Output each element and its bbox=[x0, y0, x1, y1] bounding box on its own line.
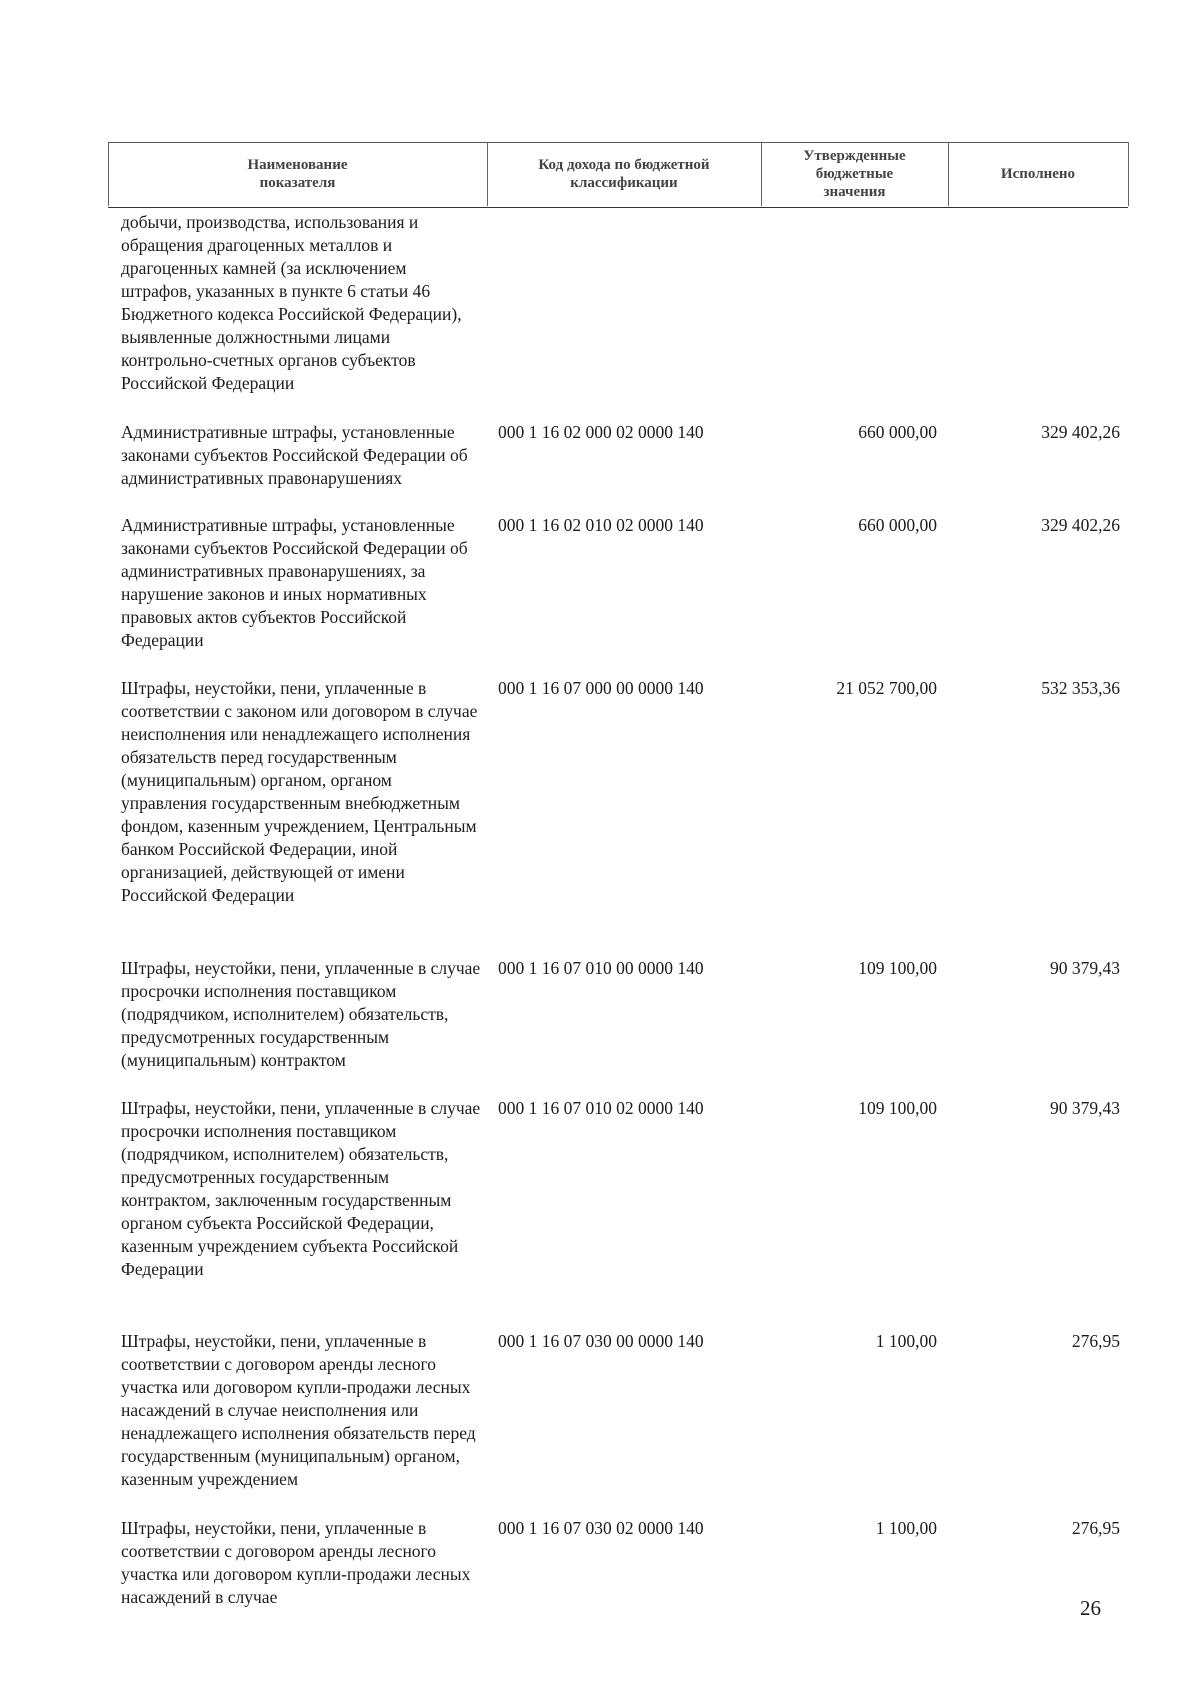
row-name: Административные штрафы, установленные законами субъектов Российской Федерации об административных правонарушениях bbox=[121, 422, 468, 488]
row-name: Штрафы, неустойки, пени, уплаченные в соответствии с законом или договором в случае неисполнения или ненадлежащего исполнения обязательств перед государственным (муниципальным) органом, органом управления государственным внебюджетным фондом, казенным учреждением, Центральным банком Российской Федерации, иной организацией, действующей от имени Российской Федерации bbox=[121, 678, 478, 905]
row-executed: 532 353,36 bbox=[1041, 678, 1120, 698]
row-name: Штрафы, неустойки, пени, уплаченные в случае просрочки исполнения поставщиком (подрядчиком, исполнителем) обязательств, предусмотренных государственным контрактом, заключенным государственным органом субъекта Российской Федерации, казенным учреждением субъекта Российской Федерации bbox=[121, 1098, 481, 1279]
row-approved: 21 052 700,00 bbox=[836, 678, 937, 698]
row-approved: 1 100,00 bbox=[875, 1331, 937, 1351]
row-approved: 109 100,00 bbox=[858, 1098, 937, 1118]
row-name: Штрафы, неустойки, пени, уплаченные в соответствии с договором аренды лесного участка или договором купли-продажи лесных насаждений в случае неисполнения или ненадлежащего исполнения обязательств перед государственным (муниципальным) органом, казенным учреждением bbox=[121, 1331, 476, 1489]
row-executed: 329 402,26 bbox=[1041, 515, 1120, 535]
row-code: 000 1 16 02 010 02 0000 140 bbox=[498, 515, 704, 535]
row-executed: 329 402,26 bbox=[1041, 422, 1120, 442]
row-code: 000 1 16 07 010 02 0000 140 bbox=[498, 1098, 704, 1118]
row-code: 000 1 16 07 000 00 0000 140 bbox=[498, 678, 704, 698]
row-approved: 660 000,00 bbox=[858, 422, 937, 442]
header-name: Наименование показателя bbox=[247, 157, 348, 191]
row-executed: 276,95 bbox=[1071, 1331, 1120, 1351]
row-name: Административные штрафы, установленные законами субъектов Российской Федерации об административных правонарушениях, за нарушение законов и иных нормативных правовых актов субъектов Российской Федерации bbox=[121, 515, 468, 650]
header-code: Код дохода по бюджетной классификации bbox=[538, 157, 710, 191]
row-name: добычи, производства, использования и обращения драгоценных металлов и драгоценных камней (за исключением штрафов, указанных в пункте 6 статьи 46 Бюджетного кодекса Российской Федерации), выявленные должностными лицами контрольно-счетных органов субъектов Российской Федерации bbox=[121, 212, 462, 393]
row-approved: 1 100,00 bbox=[875, 1518, 937, 1538]
row-executed: 276,95 bbox=[1071, 1518, 1120, 1538]
row-executed: 90 379,43 bbox=[1050, 1098, 1120, 1118]
header-divider bbox=[1128, 142, 1129, 206]
row-code: 000 1 16 07 010 00 0000 140 bbox=[498, 958, 704, 978]
row-approved: 109 100,00 bbox=[858, 958, 937, 978]
row-approved: 660 000,00 bbox=[858, 515, 937, 535]
header-approved: Утвержденные бюджетные значения bbox=[803, 148, 906, 200]
row-name: Штрафы, неустойки, пени, уплаченные в случае просрочки исполнения поставщиком (подрядчиком, исполнителем) обязательств, предусмотренных государственным (муниципальным) контрактом bbox=[121, 958, 481, 1070]
header-executed: Исполнено bbox=[1000, 166, 1076, 182]
row-code: 000 1 16 02 000 02 0000 140 bbox=[498, 422, 704, 442]
row-name: Штрафы, неустойки, пени, уплаченные в соответствии с договором аренды лесного участка или договором купли-продажи лесных насаждений в случае bbox=[121, 1518, 471, 1607]
page-number: 26 bbox=[1080, 1596, 1101, 1620]
row-executed: 90 379,43 bbox=[1050, 958, 1120, 978]
row-code: 000 1 16 07 030 00 0000 140 bbox=[498, 1331, 704, 1351]
row-code: 000 1 16 07 030 02 0000 140 bbox=[498, 1518, 704, 1538]
